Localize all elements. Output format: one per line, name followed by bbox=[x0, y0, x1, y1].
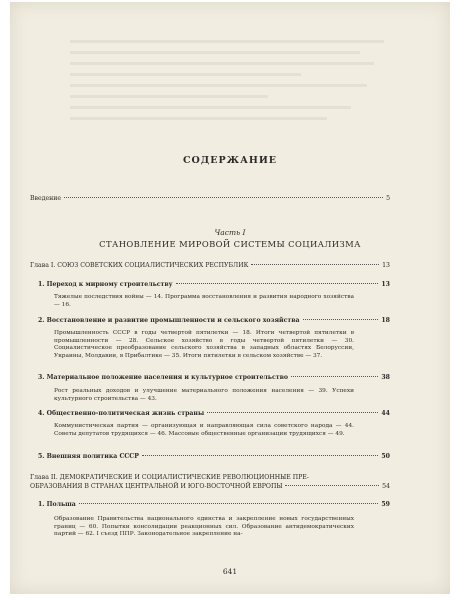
toc-entry-chapter-1[interactable] bbox=[30, 262, 390, 270]
entry-label: 2. Восстановление и развитие промышленности и сельского хозяйства bbox=[38, 317, 300, 324]
entry-label: Глава I. СОЮЗ СОВЕТСКИХ СОЦИАЛИСТИЧЕСКИХ РЕСПУБЛИК bbox=[30, 262, 249, 269]
entry-page: 44 bbox=[381, 410, 390, 417]
toc-entry-section-2[interactable] bbox=[38, 317, 390, 325]
bleed-through-text bbox=[70, 32, 400, 127]
leader-dots bbox=[303, 319, 379, 320]
toc-entry-intro[interactable] bbox=[30, 195, 390, 203]
leader-dots bbox=[176, 283, 379, 284]
part-title: СТАНОВЛЕНИЕ МИРОВОЙ СИСТЕМЫ СОЦИАЛИЗМА bbox=[99, 239, 361, 249]
leader-dots bbox=[142, 455, 379, 456]
section-1-description: Тяжелые последствия войны — 14. Программа восстановления и развития народного хозяйства — 16. bbox=[54, 294, 354, 308]
entry-label: 4. Общественно-политическая жизнь страны bbox=[38, 410, 205, 417]
section-3-description: Рост реальных доходов и улучшение материального положения населения — 39. Успехи культурного строительства — 43. bbox=[54, 388, 354, 402]
section-2-description: Промышленность СССР в годы четвертой пятилетки — 18. Итоги четвертой пятилетки в промышленности — 28. Сельское хозяйство в годы четвертой пятилетки — 30. Социалистическое преобразование сельского хозяйства в западных областях Белоруссии, Украины, Молдавии, в Прибалтике — 35. Итоги пятилетки в сельском хозяйстве — 37. bbox=[54, 330, 354, 359]
entry-label: 1. Польша bbox=[38, 501, 76, 508]
section-4-description: Коммунистическая партия — организующая и направляющая сила советского народа — 44. Советы депутатов трудящихся — 46. Массовые общественные организации трудящихся — 49. bbox=[54, 423, 354, 437]
toc-entry-chapter-2-line-1[interactable]: Глава II. ДЕМОКРАТИЧЕСКИЕ И СОЦИАЛИСТИЧЕСКИЕ РЕВОЛЮЦИОННЫЕ ПРЕ- bbox=[30, 474, 309, 481]
entry-label: 5. Внешняя политика СССР bbox=[38, 453, 139, 460]
toc-entry-section-1[interactable] bbox=[38, 281, 390, 289]
toc-entry-section-5[interactable] bbox=[38, 453, 390, 461]
leader-dots bbox=[207, 412, 378, 413]
entry-page: 38 bbox=[381, 374, 390, 381]
entry-page: 5 bbox=[386, 195, 390, 202]
leader-dots bbox=[79, 503, 379, 504]
toc-entry-poland[interactable] bbox=[38, 501, 390, 509]
poland-description: Образование Правительства национального единства и закрепление новых государственных границ — 60. Попытки консолидации реакционных сил. Образование антидемократических партий — 62. I съезд ППР. Законодательное закрепление на- bbox=[54, 516, 354, 538]
entry-page: 54 bbox=[382, 483, 390, 490]
leader-dots bbox=[285, 485, 379, 486]
leader-dots bbox=[291, 376, 378, 377]
entry-page: 13 bbox=[382, 262, 390, 269]
toc-title: СОДЕРЖАНИЕ bbox=[182, 155, 278, 166]
toc-entry-chapter-2[interactable] bbox=[30, 483, 390, 491]
toc-entry-section-3[interactable] bbox=[38, 374, 390, 382]
entry-page: 59 bbox=[381, 501, 390, 508]
entry-label: 3. Материальное положение населения и культурное строительство bbox=[38, 374, 289, 381]
part-label: Часть I bbox=[214, 228, 246, 237]
entry-label: 1. Переход к мирному строительству bbox=[38, 281, 173, 288]
book-page bbox=[10, 2, 450, 594]
entry-page: 13 bbox=[381, 281, 390, 288]
entry-label: ОБРАЗОВАНИЯ В СТРАНАХ ЦЕНТРАЛЬНОЙ И ЮГО-ВОСТОЧНОЙ ЕВРОПЫ bbox=[30, 483, 283, 490]
page-number: 641 bbox=[222, 567, 238, 576]
entry-page: 18 bbox=[381, 317, 390, 324]
entry-page: 50 bbox=[381, 453, 390, 460]
entry-label: Введение bbox=[30, 195, 62, 202]
toc-entry-section-4[interactable] bbox=[38, 410, 390, 418]
leader-dots bbox=[64, 197, 383, 198]
leader-dots bbox=[251, 264, 379, 265]
